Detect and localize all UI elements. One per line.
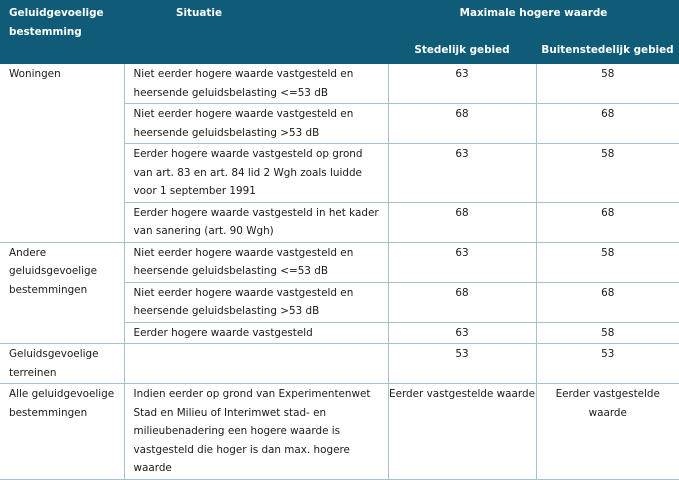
stedelijk-cell: 63 [388,64,536,104]
buitenstedelijk-cell: 68 [536,282,679,322]
header-situatie: Situatie [124,0,388,64]
stedelijk-cell: 68 [388,282,536,322]
situatie-cell: Niet eerder hogere waarde vastgesteld en heersende geluidsbelasting >53 dB [124,104,388,144]
table-row [0,242,679,282]
bestemming-cell: Woningen [0,64,124,242]
header-stedelijk: Stedelijk gebied [414,43,510,56]
bestemming-cell: Geluidsgevoelige terreinen [0,344,124,384]
bestemming-cell: Alle geluidgevoelige bestemmingen [0,384,124,480]
buitenstedelijk-cell: 68 [536,202,679,242]
stedelijk-cell: 63 [388,144,536,203]
buitenstedelijk-cell: 58 [536,322,679,344]
buitenstedelijk-cell: Eerder vastgestelde waarde [536,384,679,480]
table-row [0,64,679,104]
stedelijk-cell: 53 [388,344,536,384]
header-row [0,0,679,64]
buitenstedelijk-cell: 58 [536,242,679,282]
header-buitenstedelijk: Buitenstedelijk gebied [541,43,674,56]
situatie-cell: Eerder hogere waarde vastgesteld [124,322,388,344]
buitenstedelijk-cell: 58 [536,64,679,104]
situatie-cell: Indien eerder op grond van Experimentenwet Stad en Milieu of Interimwet stad- en milieubenadering een hogere waarde is vastgesteld die hoger is dan max. hogere waarde [124,384,388,480]
header-group-label: Maximale hogere waarde [459,7,608,19]
buitenstedelijk-cell: 58 [536,144,679,203]
situatie-cell: Eerder hogere waarde vastgesteld in het kader van sanering (art. 90 Wgh) [124,202,388,242]
stedelijk-cell: 68 [388,104,536,144]
stedelijk-cell: 63 [388,322,536,344]
stedelijk-cell: 63 [388,242,536,282]
table-row [0,384,679,480]
header-bestemming: Geluidgevoelige bestemming [0,0,124,64]
stedelijk-cell: 68 [388,202,536,242]
table-row [0,344,679,384]
buitenstedelijk-cell: 53 [536,344,679,384]
bestemming-cell: Andere geluidsgevoelige bestemmingen [0,242,124,344]
situatie-cell: Niet eerder hogere waarde vastgesteld en heersende geluidsbelasting <=53 dB [124,242,388,282]
situatie-cell: Niet eerder hogere waarde vastgesteld en heersende geluidsbelasting <=53 dB [124,64,388,104]
stedelijk-cell: Eerder vastgestelde waarde [388,384,536,480]
situatie-cell [124,344,388,384]
header-maximale-waarde [388,0,679,64]
situatie-cell: Eerder hogere waarde vastgesteld op grond van art. 83 en art. 84 lid 2 Wgh zoals luidde voor 1 september 1991 [124,144,388,203]
buitenstedelijk-cell: 68 [536,104,679,144]
situatie-cell: Niet eerder hogere waarde vastgesteld en heersende geluidsbelasting >53 dB [124,282,388,322]
